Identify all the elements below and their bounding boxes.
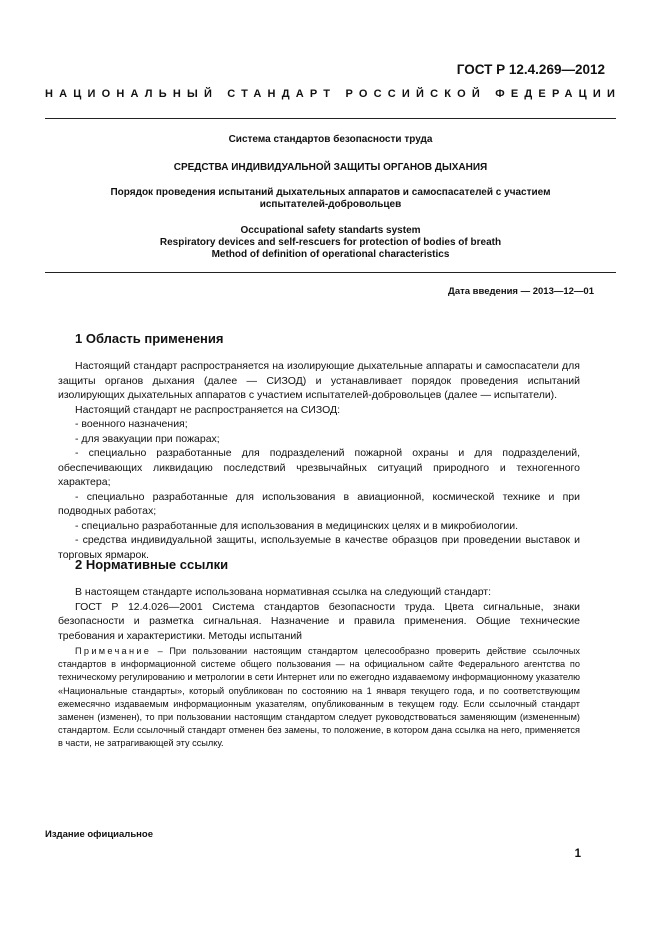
section-1-paragraph-1: Настоящий стандарт распространяется на изолирующие дыхательные аппараты и самоспасатели для защиты органов дыхания (далее — СИЗОД) и устанавливает порядок проведения испытаний изолирующих дыхательных аппаратов с участием испытателей-добровольцев (далее — испытатели). — [58, 360, 580, 401]
section-2-body — [58, 585, 580, 643]
section-2-paragraph-2: ГОСТ Р 12.4.026—2001 Система стандартов безопасности труда. Цвета сигнальные, знаки безопасности и разметка сигнальная. Назначение и правила применения. Общие технические требования и характеристики. Методы испытаний — [58, 600, 580, 642]
section-1-body — [58, 359, 580, 562]
list-item: - средства индивидуальной защиты, используемые в качестве образцов при проведении выставок и торговых ярмарок. — [58, 534, 580, 561]
page-number: 1 — [574, 848, 581, 860]
official-edition-label: Издание официальное — [45, 829, 153, 840]
main-title: СРЕДСТВА ИНДИВИДУАЛЬНОЙ ЗАЩИТЫ ОРГАНОВ ДЫХАНИЯ — [173, 162, 488, 173]
section-1-paragraph-2: Настоящий стандарт не распространяется на СИЗОД: — [75, 403, 341, 416]
note-block — [58, 645, 580, 751]
subtitle-line-1: Порядок проведения испытаний дыхательных аппаратов и самоспасателей с участием — [110, 187, 551, 198]
english-title-line-1: Occupational safety standarts system — [240, 225, 421, 236]
english-title-line-2: Respiratory devices and self-rescuers for protection of bodies of breath — [159, 237, 502, 248]
list-item: - для эвакуации при пожарах; — [75, 432, 220, 445]
note-paragraph — [58, 645, 580, 751]
subtitle-line-2: испытателей-добровольцев — [259, 199, 402, 210]
introduction-date: Дата введения — 2013—12—01 — [448, 286, 594, 297]
english-title-line-3: Method of definition of operational characteristics — [211, 249, 450, 260]
national-standard-banner: НАЦИОНАЛЬНЫЙ СТАНДАРТ РОССИЙСКОЙ ФЕДЕРАЦИИ — [45, 88, 622, 100]
section-2-paragraph-1: В настоящем стандарте использована нормативная ссылка на следующий стандарт: — [75, 586, 492, 598]
section-1-heading: 1 Область применения — [75, 331, 224, 346]
title-rule — [45, 272, 616, 273]
note-text: – При пользовании настоящим стандартом целесообразно проверить действие ссылочных стандартов в информационной системе общего пользования — на официальном сайте Федерального агентства по техническому регулированию и метрологии в сети Интернет или по ежегодно издаваемому информационному указателю «Национальные стандарты», который опубликован по состоянию на 1 января текущего года, и по соответствующим ежемесячно издаваемым информационным указателям, опубликованным в текущем году. Если ссылочный стандарт заменен (изменен), то при пользовании настоящим стандартом следует руководствоваться заменяющим (измененным) стандартом. Если ссылочный стандарт отменен без замены, то положение, в котором дана ссылка на него, применяется в части, не затрагивающей эту ссылку. — [58, 646, 580, 749]
list-item: - военного назначения; — [75, 418, 188, 430]
header-rule — [45, 118, 616, 119]
document-number: ГОСТ Р 12.4.269—2012 — [456, 62, 605, 77]
list-item: - специально разработанные для использования в медицинских целях и в микробиологии. — [75, 519, 519, 532]
standards-system-title: Система стандартов безопасности труда — [228, 134, 433, 145]
section-2-heading: 2 Нормативные ссылки — [75, 557, 229, 572]
note-label: Примечание — [75, 646, 152, 656]
list-item: - специально разработанные для подразделений пожарной охраны и для подразделений, обеспечивающих ликвидацию последствий чрезвычайных ситуаций природного и техногенного характера; — [58, 447, 580, 488]
list-item: - специально разработанные для использования в авиационной, космической технике и при подводных работах; — [58, 490, 580, 517]
